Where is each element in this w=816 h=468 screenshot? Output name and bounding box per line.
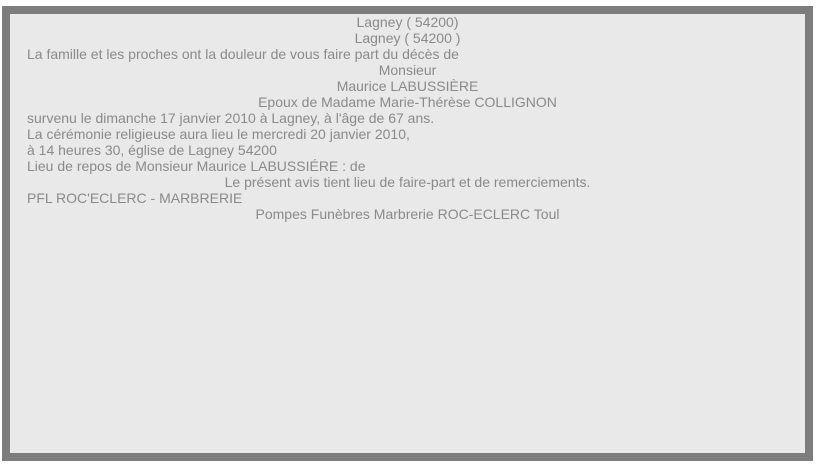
honorific: Monsieur: [378, 62, 437, 78]
funeral-service-line: Pompes Funèbres Marbrerie ROC-ECLERC Toul: [255, 206, 560, 222]
venue-line-2: Lagney ( 54200 ): [354, 30, 461, 46]
funeral-home-line: PFL ROC'ECLERC - MARBRERIE: [27, 190, 243, 206]
ceremony-line-1: La cérémonie religieuse aura lieu le mercredi 20 janvier 2010,: [27, 126, 410, 142]
intro-line: La famille et les proches ont la douleur de vous faire part du décès de: [27, 46, 459, 62]
ceremony-line-2: à 14 heures 30, église de Lagney 54200: [27, 142, 277, 158]
venue-line-1: Lagney ( 54200): [356, 14, 459, 30]
death-line: survenu le dimanche 17 janvier 2010 à Lagney, à l'âge de 67 ans.: [27, 110, 435, 126]
farewell-line: Le présent avis tient lieu de faire-part et de remerciements.: [224, 174, 591, 190]
death-notice-card: [2, 6, 813, 461]
spouse-line: Epoux de Madame Marie-Thérèse COLLIGNON: [258, 94, 557, 110]
deceased-name: Maurice LABUSSIÈRE: [336, 78, 479, 94]
repose-line: Lieu de repos de Monsieur Maurice LABUSSIÉRE : de: [27, 158, 366, 174]
